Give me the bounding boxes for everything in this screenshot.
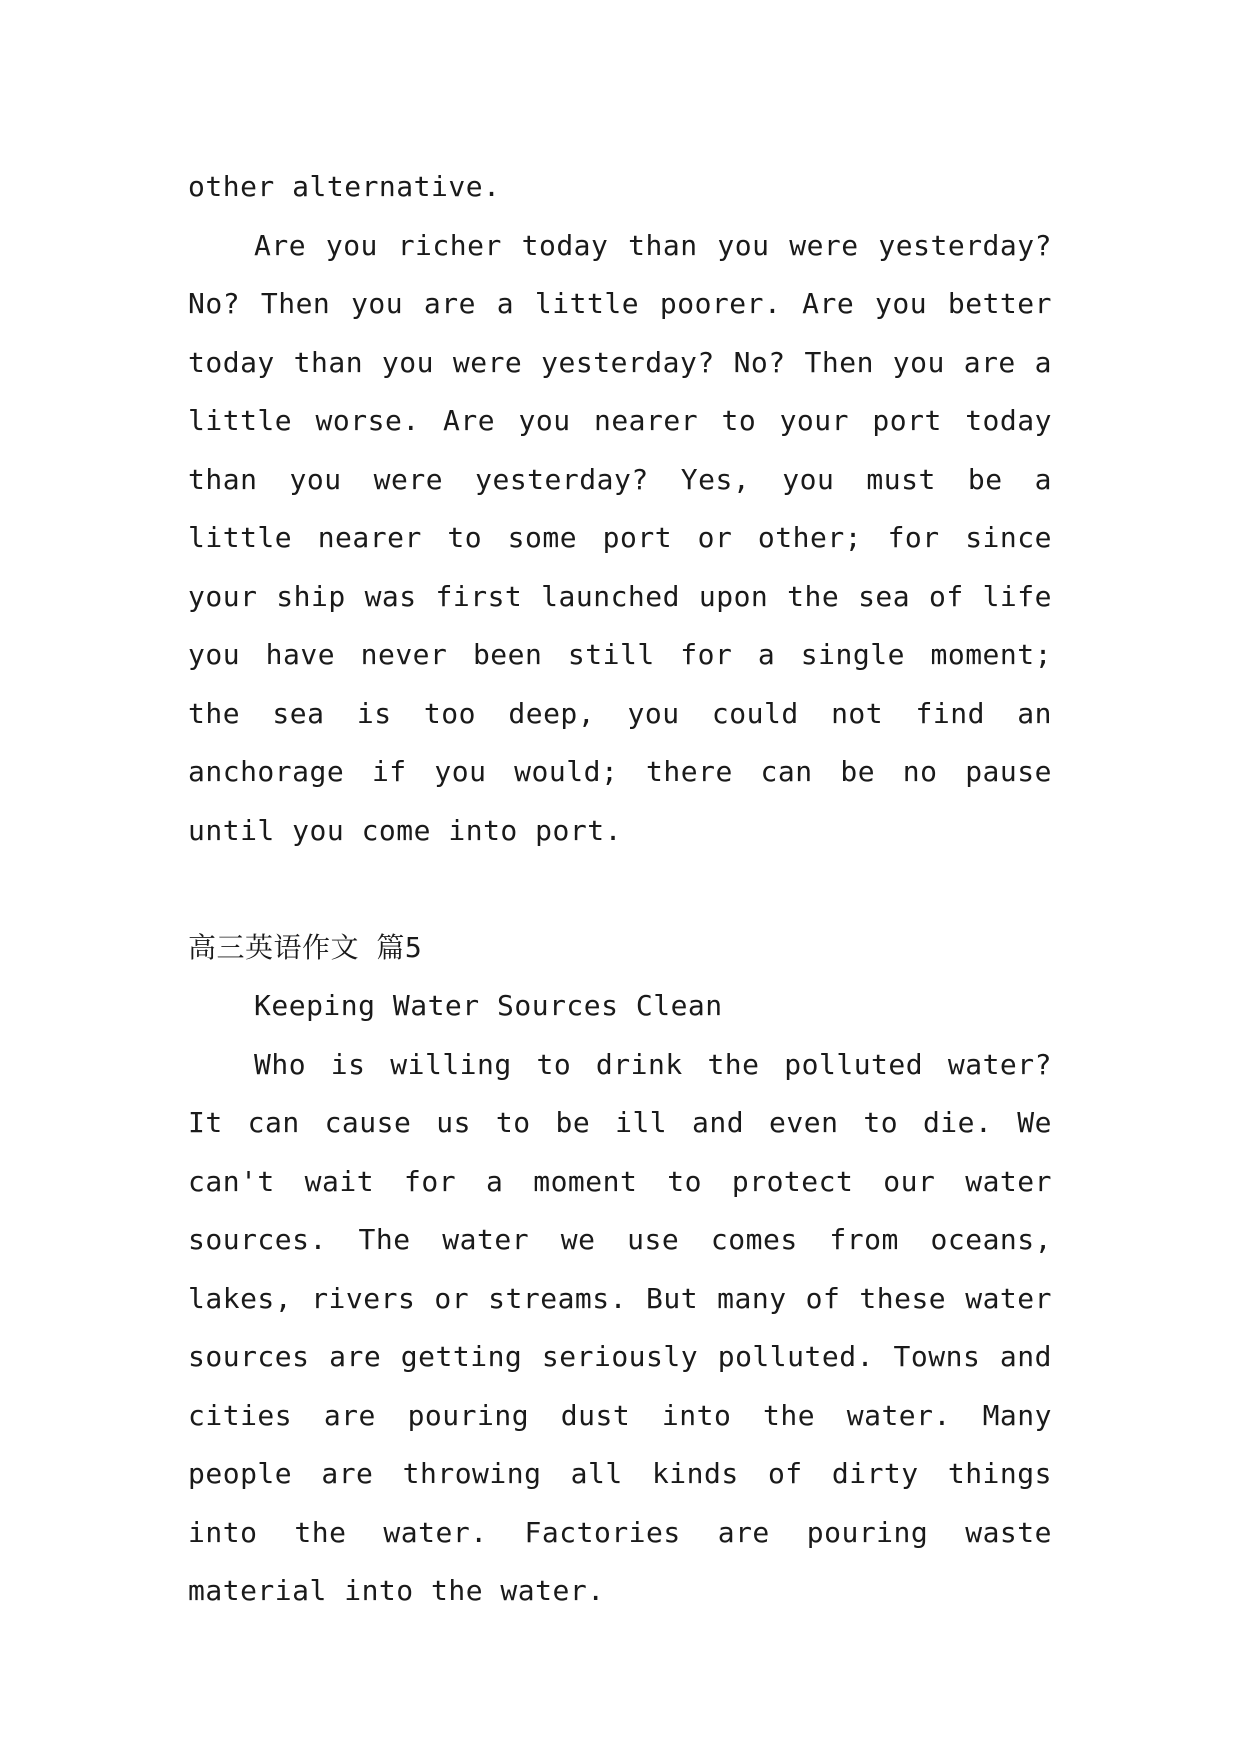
paragraph-continuation: other alternative. xyxy=(188,170,501,203)
section-spacer xyxy=(188,860,1052,919)
section-heading: 高三英语作文 篇5 xyxy=(188,930,423,964)
paragraph-yesterday: Are you richer today than you were yesterday? No? Then you are a little poorer. Are you better today than you were yesterday? No? Then you are a little worse. Are you nearer to your port today than you were yesterday? Yes, you must be a little nearer to some port or other; for since your ship was first launched upon the sea of life you have never been still for a single moment; the sea is too deep, you could not find an anchorage if you would; there can be no pause until you come into port. xyxy=(188,228,1052,847)
document-body xyxy=(188,158,1052,1621)
essay-title: Keeping Water Sources Clean xyxy=(254,989,723,1022)
paragraph-water: Who is willing to drink the polluted water? It can cause us to be ill and even to die. We can't wait for a moment to protect our water sources. The water we use comes from oceans, lakes, rivers or streams. But many of these water sources are getting seriously polluted. Towns and cities are pouring dust into the water. Many people are throwing all kinds of dirty things into the water. Factories are pouring waste material into the water. xyxy=(188,1047,1052,1607)
